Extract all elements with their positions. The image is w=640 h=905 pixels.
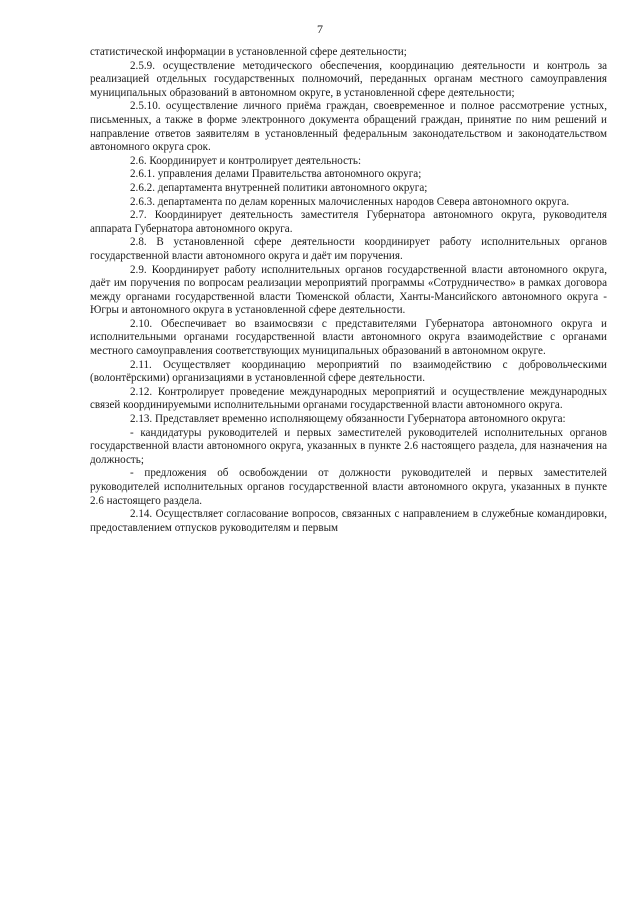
paragraph: 2.9. Координирует работу исполнительных органов государственной власти автономного округа, даёт им поручения по вопросам реализации мероприятий программы «Сотрудничество» в рамках договора между органами государственной власти Тюменской области, Ханты-Мансийского автономного округа - Югры и автономного округа в установленной сфере деятельности. <box>90 263 607 317</box>
paragraph: 2.13. Представляет временно исполняющему обязанности Губернатора автономного округа: <box>130 413 566 426</box>
paragraph: 2.5.10. осуществление личного приёма граждан, своевременное и полное рассмотрение устных, письменных, а также в форме электронного документа обращений граждан, принятие по ним решений и направление ответов заявителям в установленный федеральным законодательством и законодательством автономного округа срок. <box>90 100 607 154</box>
paragraph: 2.14. Осуществляет согласование вопросов, связанных с направлением в служебные командировки, предоставлением отпусков руководителям и первым <box>90 508 607 534</box>
paragraph: 2.7. Координирует деятельность заместителя Губернатора автономного округа, руководителя аппарата Губернатора автономного округа. <box>90 209 607 235</box>
paragraph: 2.10. Обеспечивает во взаимосвязи с представителями Губернатора автономного округа и исполнительными органами государственной власти автономного округа взаимодействие с органами местного самоуправления соответствующих муниципальных образований в автономном округе. <box>90 317 607 358</box>
document-body <box>90 46 607 535</box>
paragraph: - кандидатуры руководителей и первых заместителей руководителей исполнительных органов государственной власти автономного округа, указанных в пункте 2.6 настоящего раздела, для назначения на должность; <box>90 426 607 466</box>
paragraph: 2.12. Контролирует проведение международных мероприятий и осуществление международных связей координируемыми исполнительными органами государственной власти автономного округа. <box>90 385 607 412</box>
paragraph: 2.6.3. департамента по делам коренных малочисленных народов Севера автономного округа. <box>130 195 570 208</box>
paragraph: статистической информации в установленной сфере деятельности; <box>90 46 407 58</box>
paragraph: 2.6.2. департамента внутренней политики автономного округа; <box>130 181 428 194</box>
paragraph: 2.6. Координирует и контролирует деятельность: <box>130 154 362 167</box>
page-number: 7 <box>317 22 323 36</box>
paragraph: 2.6.1. управления делами Правительства автономного округа; <box>130 168 422 181</box>
paragraph: 2.8. В установленной сфере деятельности координирует работу исполнительных органов государственной власти автономного округа и даёт им поручения. <box>90 236 607 262</box>
paragraph: 2.11. Осуществляет координацию мероприятий по взаимодействию с добровольческими (волонтёрскими) организациями в установленной сфере деятельности. <box>90 358 607 385</box>
paragraph: 2.5.9. осуществление методического обеспечения, координацию деятельности и контроль за реализацией отдельных государственных полномочий, переданных органам местного самоуправления муниципальных образований в автономном округе, в установленной сфере деятельности; <box>90 59 607 99</box>
paragraph: - предложения об освобождении от должности руководителей и первых заместителей руководителей исполнительных органов государственной власти автономного округа, указанных в пункте 2.6 настоящего раздела. <box>90 467 607 507</box>
